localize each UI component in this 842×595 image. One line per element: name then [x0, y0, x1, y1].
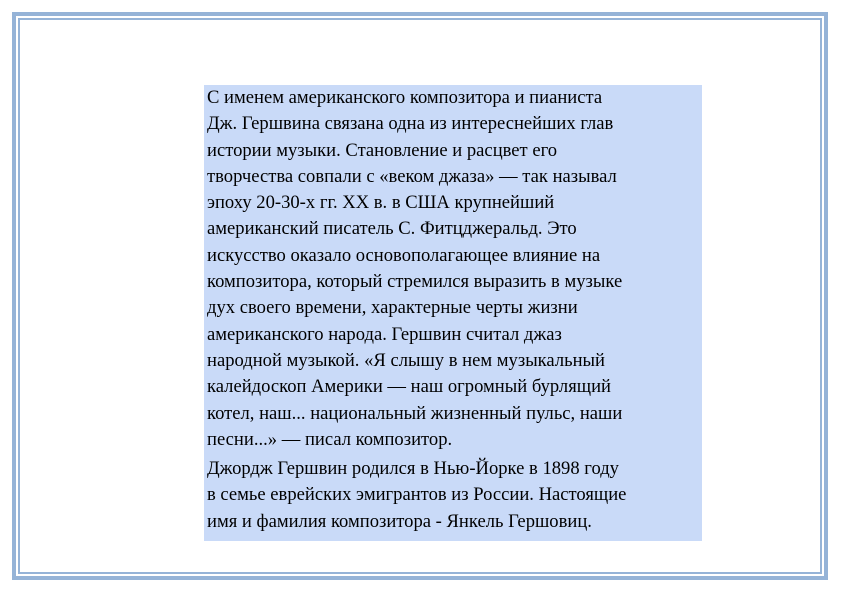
- text-box[interactable]: [204, 85, 702, 541]
- paragraph-biography: [207, 456, 699, 535]
- text-line: истории музыки. Становление и расцвет его: [207, 139, 558, 161]
- text-line: имя и фамилия композитора - Янкель Гершовиц.: [207, 510, 592, 532]
- text-line: композитора, который стремился выразить в музыке: [207, 271, 623, 293]
- text-line: песни...» — писал композитор.: [207, 428, 453, 450]
- text-line: Джордж Гершвин родился в Нью-Йорке в 1898 году: [207, 458, 619, 480]
- text-line: американский писатель С. Фитцджеральд. Это: [207, 218, 577, 240]
- text-line: в семье еврейских эмигрантов из России. Настоящие: [207, 484, 627, 506]
- text-line: Дж. Гершвина связана одна из интереснейших глав: [207, 113, 614, 135]
- text-line: котел, наш... национальный жизненный пульс, наши: [207, 402, 623, 424]
- paragraph-intro: [207, 85, 699, 453]
- text-line: эпоху 20-30-х гг. XX в. в США крупнейший: [207, 192, 555, 214]
- text-line: искусство оказало основополагающее влияние на: [207, 244, 601, 266]
- text-line: американского народа. Гершвин считал джаз: [207, 323, 562, 345]
- text-line: С именем американского композитора и пианиста: [207, 87, 603, 108]
- text-line: дух своего времени, характерные черты жизни: [207, 297, 578, 319]
- text-line: творчества совпали с «веком джаза» — так называл: [207, 165, 617, 187]
- text-line: калейдоскоп Америки — наш огромный бурлящий: [207, 376, 611, 398]
- text-line: народной музыкой. «Я слышу в нем музыкальный: [207, 349, 606, 371]
